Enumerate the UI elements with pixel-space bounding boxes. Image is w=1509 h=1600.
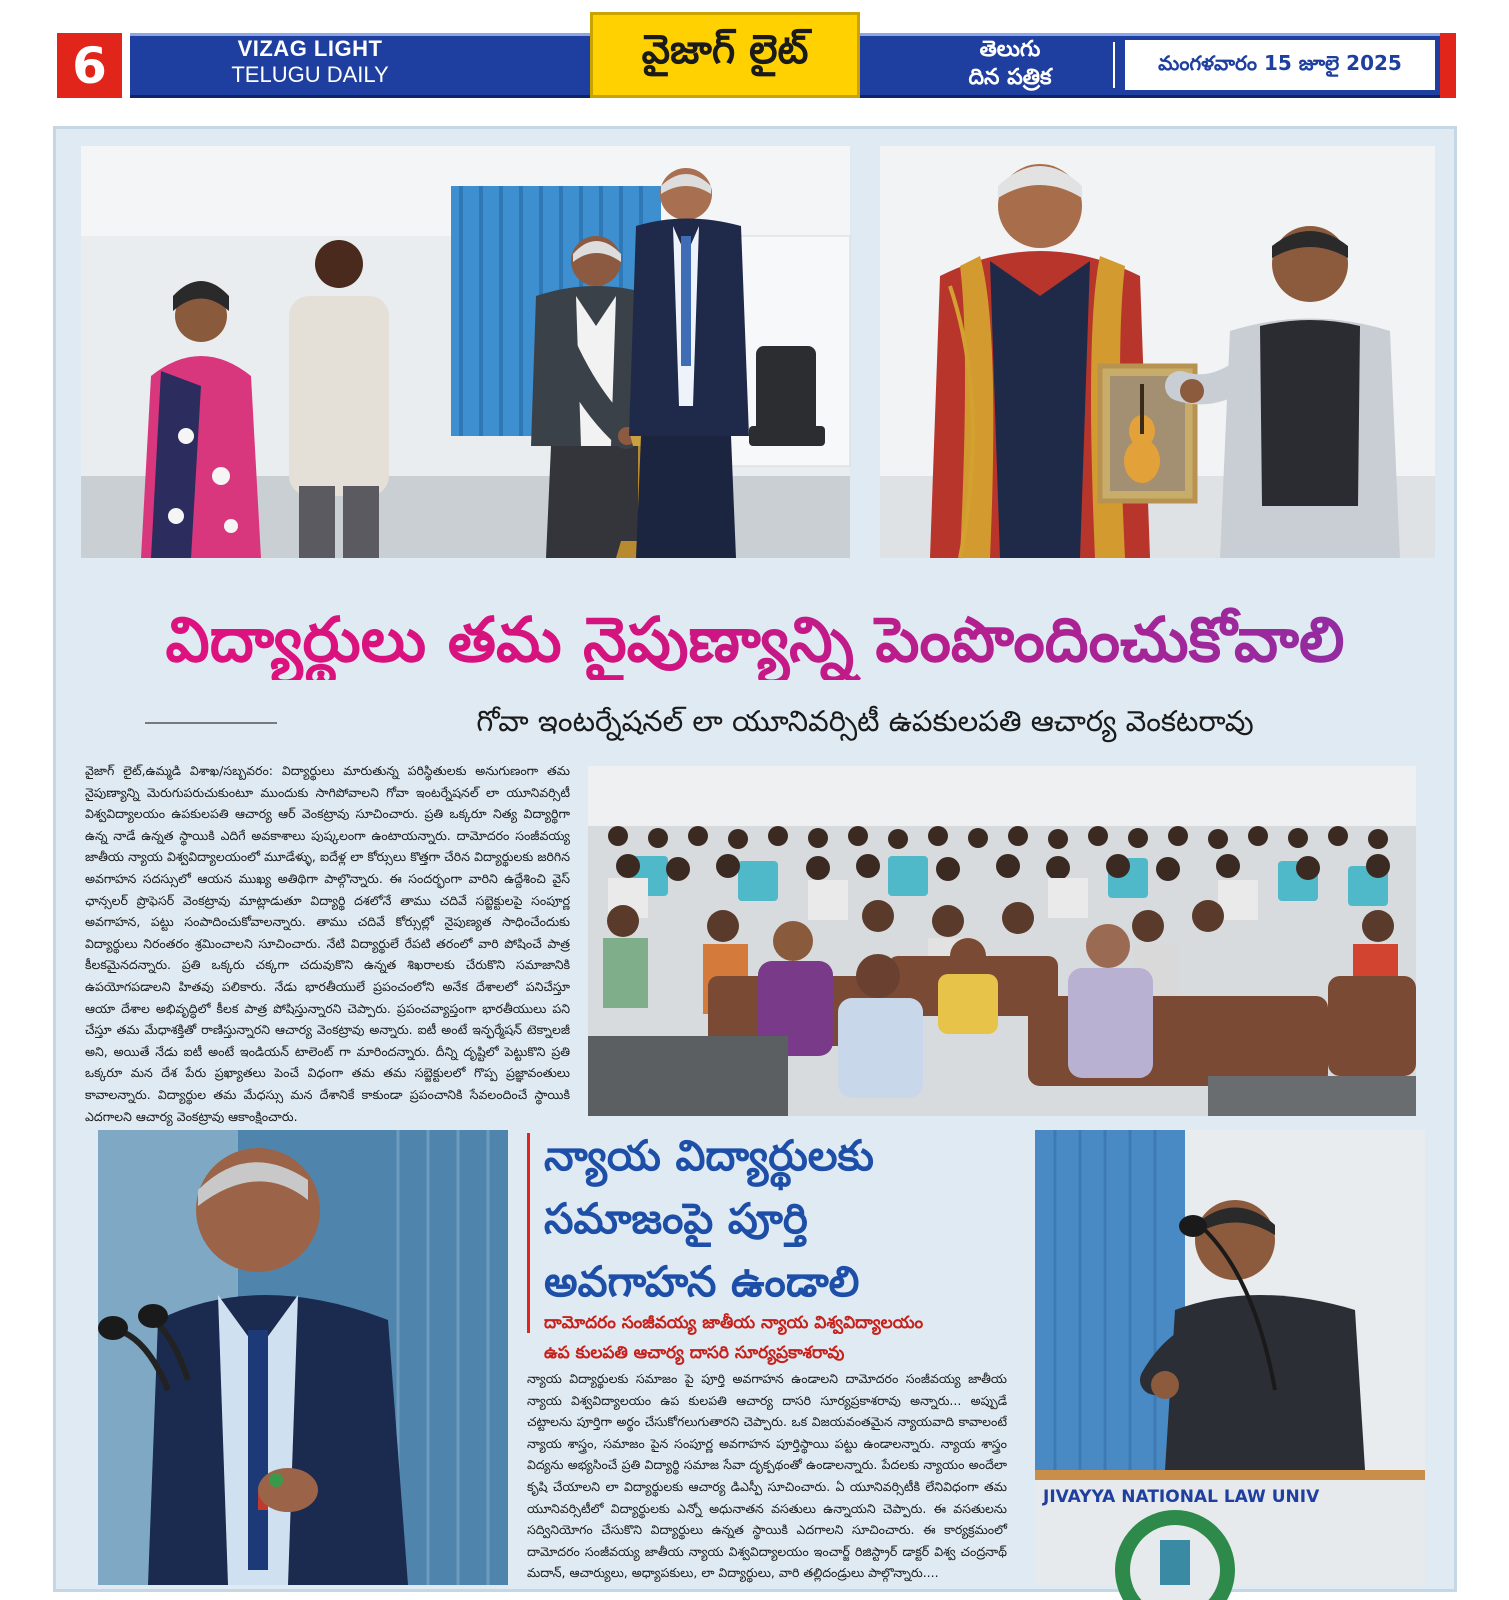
photo-audience xyxy=(588,766,1416,1116)
article2-subhead xyxy=(544,1308,1014,1368)
photo-speaker-smiling xyxy=(98,1130,508,1585)
photo-lamp-lighting xyxy=(81,146,850,558)
masthead-english-title xyxy=(145,36,475,88)
newspaper-logo: వైజాగ్ లైట్ xyxy=(590,12,860,98)
masthead-telugu-title xyxy=(930,36,1090,92)
article1-body: వైజాగ్ లైట్,ఉమ్మడి విశాఖ/సబ్బవరం: విద్యార్థులు మారుతున్న పరిస్థితులకు అనుగుణంగా తమ నైపుణ్యాన్ని మెరుగుపరుచుకుంటూ ముందుకు సాగిపోవాలని గోవా ఇంటర్నేషనల్ లా యూనివర్సిటీ విశ్వవిద్యాలయం ఉపకులపతి ఆచార్య ఆర్ వెంకట్రావు సూచించారు. ప్రతి ఒక్కరూ నిత్య విద్యార్థిగా ఉన్న నాడే ఉన్నత స్థాయికి ఎదిగే అవకాశాలు పుష్కలంగా ఉంటాయన్నారు. దామోదరం సంజీవయ్య జాతీయ న్యాయ విశ్వవిద్యాలయంలో మూడేళ్ళు, ఐదేళ్ల లా కోర్సులు కొత్తగా చేరిన విద్యార్థులకు జరిగిన అవగాహన సదస్సులో ఆయన ముఖ్య అతిథిగా పాల్గొన్నారు. ఈ సందర్భంగా వారిని ఉద్దేశించి వైస్ ఛాన్సలర్ ప్రొఫెసర్ వెంకట్రావు మాట్లాడుతూ విద్యార్థి దశలోనే తాము చదివే సబ్జెక్టులపై సంపూర్ణ అవగాహన, పట్టు సంపాదించుకోవాలన్నారు. తాము చదివే కోర్సుల్లో నైపుణ్యత సాధించేందుకు విద్యార్థులు నిరంతరం శ్రమించాలని సూచించారు. నేటి విద్యార్థులే రేపటి తరంలో వారి పోషించే పాత్ర కీలకమైనదన్నారు. ప్రతి ఒక్కరు చక్కగా చదువుకొని ఉన్నత శిఖరాలకు చేరుకొని సమాజానికి ఉపయోగపడాలని హితవు పలికారు. నేడు భారతీయులే ప్రపంచంలోని అనేక దేశాలలో పనిచేస్తూ ఆయా దేశాల అభివృద్ధిలో కీలక పాత్ర పోషిస్తున్నారని చెప్పారు. ప్రపంచవ్యాప్తంగా భారతీయులు పని చేస్తూ తమ మేధాశక్తితో రాణిస్తున్నారని ఆచార్య వెంకట్రావు అన్నారు. ఐటీ అంటే ఇన్ఫర్మేషన్ టెక్నాలజీ అని, అయితే నేడు ఐటీ అంటే ఇండియన్ టాలెంట్ గా మారిందన్నారు. దీన్ని దృష్టిలో పెట్టుకొని ప్రతి ఒక్కరూ మన దేశ పేరు ప్రఖ్యాతలు పెంచే విధంగా తమ తమ సబ్జెక్టులలో గొప్ప ప్రజ్ఞావంతులు కావాలన్నారు. విద్యార్థుల తమ మేధస్సు మన దేశానికే కాకుండా ప్రపంచానికి సేవలందించే స్థాయికి ఎదగాలని ఆచార్య వెంకట్రావు ఆకాంక్షించారు. xyxy=(85,763,570,1124)
masthead-telugu-line2: దిన పత్రిక xyxy=(968,65,1052,90)
masthead-end-cap xyxy=(1440,33,1456,98)
article2-headline-line3: అవగాహన ఉండాలి xyxy=(544,1257,860,1306)
photo-speaker-podium xyxy=(1035,1130,1425,1585)
article2-divider xyxy=(527,1133,530,1333)
article2-headline-line2: సమాజంపై పూర్తి xyxy=(544,1194,808,1243)
masthead-title-line2: TELUGU DAILY xyxy=(231,62,389,87)
masthead-telugu-line1: తెలుగు xyxy=(979,37,1041,62)
article2-headline xyxy=(544,1124,1014,1313)
main-subhead-row xyxy=(145,704,1435,740)
article2-body: న్యాయ విద్యార్థులకు సమాజం పై పూర్తి అవగాహన ఉండాలని దామోదరం సంజీవయ్య జాతీయ న్యాయ విశ్వవిద్యాలయం ఉప కులపతి ఆచార్య దాసరి సూర్యప్రకాశరావు అన్నారు... అప్పుడే చట్టాలను పూర్తిగా అర్థం చేసుకోగలుగుతారని చెప్పారు. ఒక విజయవంతమైన న్యాయవాది కావాలంటే న్యాయ శాస్త్రం, సమాజం పైన సంపూర్ణ అవగాహన పూర్తిస్థాయి పట్టు ఉండాలన్నారు. న్యాయ శాస్త్రం విద్యను అభ్యసించే ప్రతి విద్యార్థి సమాజ సేవా దృక్పథంతో ఉండాలన్నారు. పేదలకు న్యాయం అందేలా కృషి చేయాలని లా విద్యార్థులకు ఆచార్య డిఎస్పీ సూచించారు. ఏ యూనివర్సిటీకి లేనివిధంగా తమ యూనివర్సిటీలో విద్యార్థులకు ఎన్నో అధునాతన వసతులు ఉన్నాయని చెప్పారు. ఈ వసతులను సద్వినియోగం చేసుకొని విద్యార్థులు ఉన్నత స్థాయికి ఎదగాలని సూచించారు. ఈ కార్యక్రమంలో దామోదరం సంజీవయ్య జాతీయ న్యాయ విశ్వవిద్యాలయం ఇంచార్జ్ రిజిస్ట్రార్ డాక్టర్ విశ్వ చంద్రనాథ్ మదాన్, ఆచార్యులు, అధ్యాపకులు, లా విద్యార్థులు, వారి తల్లిదండ్రులు పాల్గొన్నారు.... xyxy=(527,1371,1007,1581)
main-headline: విద్యార్థులు తమ నైపుణ్యాన్ని పెంపొందించుకోవాలి xyxy=(70,600,1440,680)
article2-headline-line1: న్యాయ విద్యార్థులకు xyxy=(544,1131,874,1180)
masthead-title-line1: VIZAG LIGHT xyxy=(237,36,383,61)
subhead-rule xyxy=(145,722,277,724)
masthead-divider xyxy=(1113,42,1115,88)
issue-date: మంగళవారం 15 జూలై 2025 xyxy=(1125,40,1435,90)
article2-subhead-line1: దామోదరం సంజీవయ్య జాతీయ న్యాయ విశ్వవిద్యాలయం xyxy=(544,1313,924,1333)
podium-banner-text: JIVAYYA NATIONAL LAW UNIV xyxy=(1043,1487,1320,1507)
article2-subhead-line2: ఉప కులపతి ఆచార్య దాసరి సూర్యప్రకాశరావు xyxy=(544,1343,845,1363)
main-subhead: గోవా ఇంటర్నేషనల్ లా యూనివర్సిటీ ఉపకులపతి ఆచార్య వెంకటరావు xyxy=(476,704,1254,738)
page-number: 6 xyxy=(57,33,122,98)
photo-felicitation xyxy=(880,146,1435,558)
